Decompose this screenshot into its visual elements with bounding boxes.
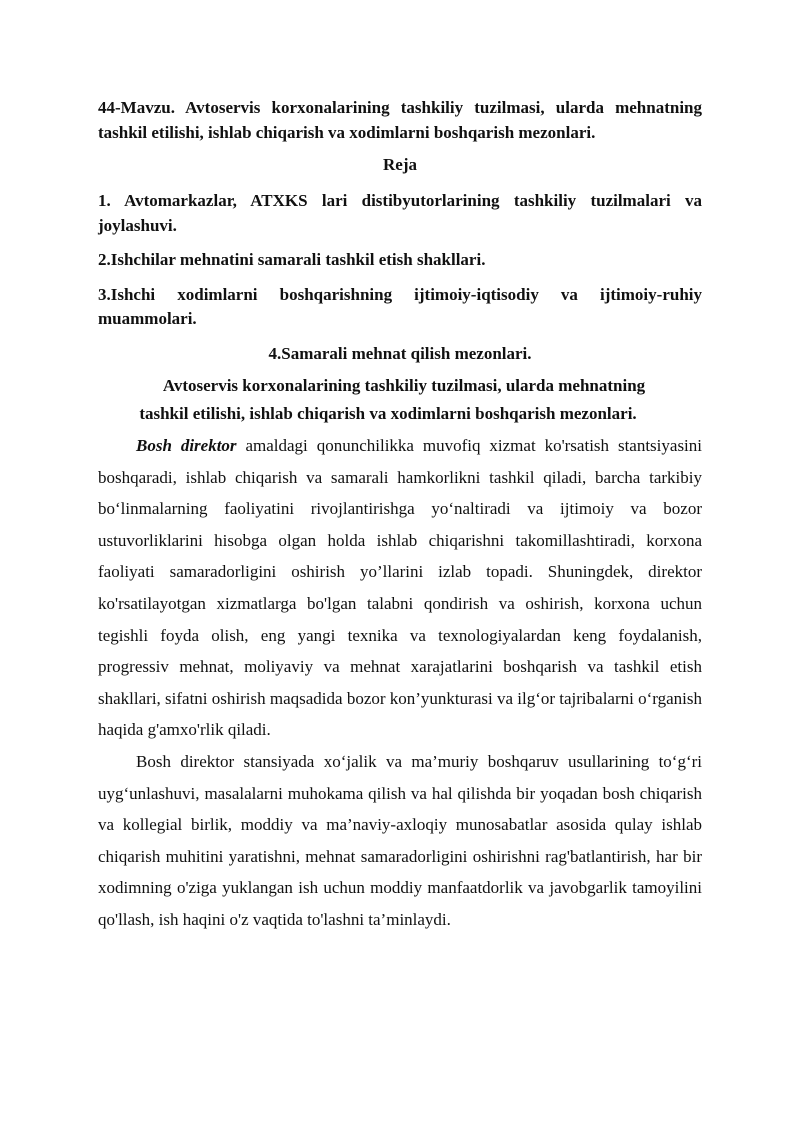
section-heading-line-1: Avtoservis korxonalarining tashkiliy tuzilmasi, ularda mehnatning <box>162 376 646 395</box>
plan-item-2: 2.Ishchilar mehnatini samarali tashkil etish shakllari. <box>98 250 486 269</box>
plan-item-3: 3.Ishchi xodimlarni boshqarishning ijtimoiy-iqtisodiy va ijtimoiy-ruhiy muammolari. <box>98 284 702 328</box>
paragraph-1-lead: Bosh direktor <box>136 436 237 455</box>
paragraph-2: Bosh direktor stansiyada xo‘jalik va ma’muriy boshqaruv usullarining to‘g‘ri uyg‘unlashuvi, masalalarni muhokama qilish va hal qilishda bir yoqadan bosh chiqarish va kollegial birlik, moddiy va ma’naviy-axloqiy munosabatlar asosida qulay ishlab chiqarish muhitini yaratishni, mehnat samaradorligini oshirishni rag'batlantirish, har bir xodimning o'ziga yuklangan ish uchun moddiy manfaatdorlik va javobgarlik tamoyilini qo'llash, ish haqini o'z vaqtida to'lashni ta’minlaydi. <box>98 751 702 929</box>
paragraph-1 <box>98 430 702 746</box>
section-heading <box>98 372 702 428</box>
plan-heading: Reja <box>383 155 417 174</box>
section-heading-line-2: tashkil etilishi, ishlab chiqarish va xodimlarni boshqarish mezonlari. <box>139 404 637 423</box>
plan-item-4: 4.Samarali mehnat qilish mezonlari. <box>268 343 532 363</box>
document-title: 44-Mavzu. Avtoservis korxonalarining tashkiliy tuzilmasi, ularda mehnatning tashkil etilishi, ishlab chiqarish va xodimlarni boshqarish mezonlari. <box>98 98 702 142</box>
plan-item-1: 1. Avtomarkazlar, ATXKS lari distibyutorlarining tashkiliy tuzilmalari va joylashuvi. <box>98 191 702 235</box>
paragraph-1-text: amaldagi qonunchilikka muvofiq xizmat ko'rsatish stantsiyasini boshqaradi, ishlab chiqarish va samarali hamkorlikni tashkil qiladi, barcha tarkibiy bo‘linmalarning faoliyatini rivojlantirishga yo‘naltiradi va ijtimoiy va bozor ustuvorliklarini hisobga olgan holda ishlab chiqarishni takomillashtiradi, korxona faoliyati samaradorligini oshirish yo’llarini izlab topadi. Shuningdek, direktor ko'rsatilayotgan xizmatlarga bo'lgan talabni qondirish va oshirish, korxona uchun tegishli foyda olish, eng yangi texnika va texnologiyalardan keng foydalanish, progressiv mehnat, moliyaviy va mehnat xarajatlarini boshqarish va tashkil etish shakllari, sifatni oshirish maqsadida bozor kon’yunkturasi va ilg‘or tajribalarni o‘rganish haqida g'amxo'rlik qiladi. <box>98 436 703 740</box>
document-page <box>98 96 702 936</box>
